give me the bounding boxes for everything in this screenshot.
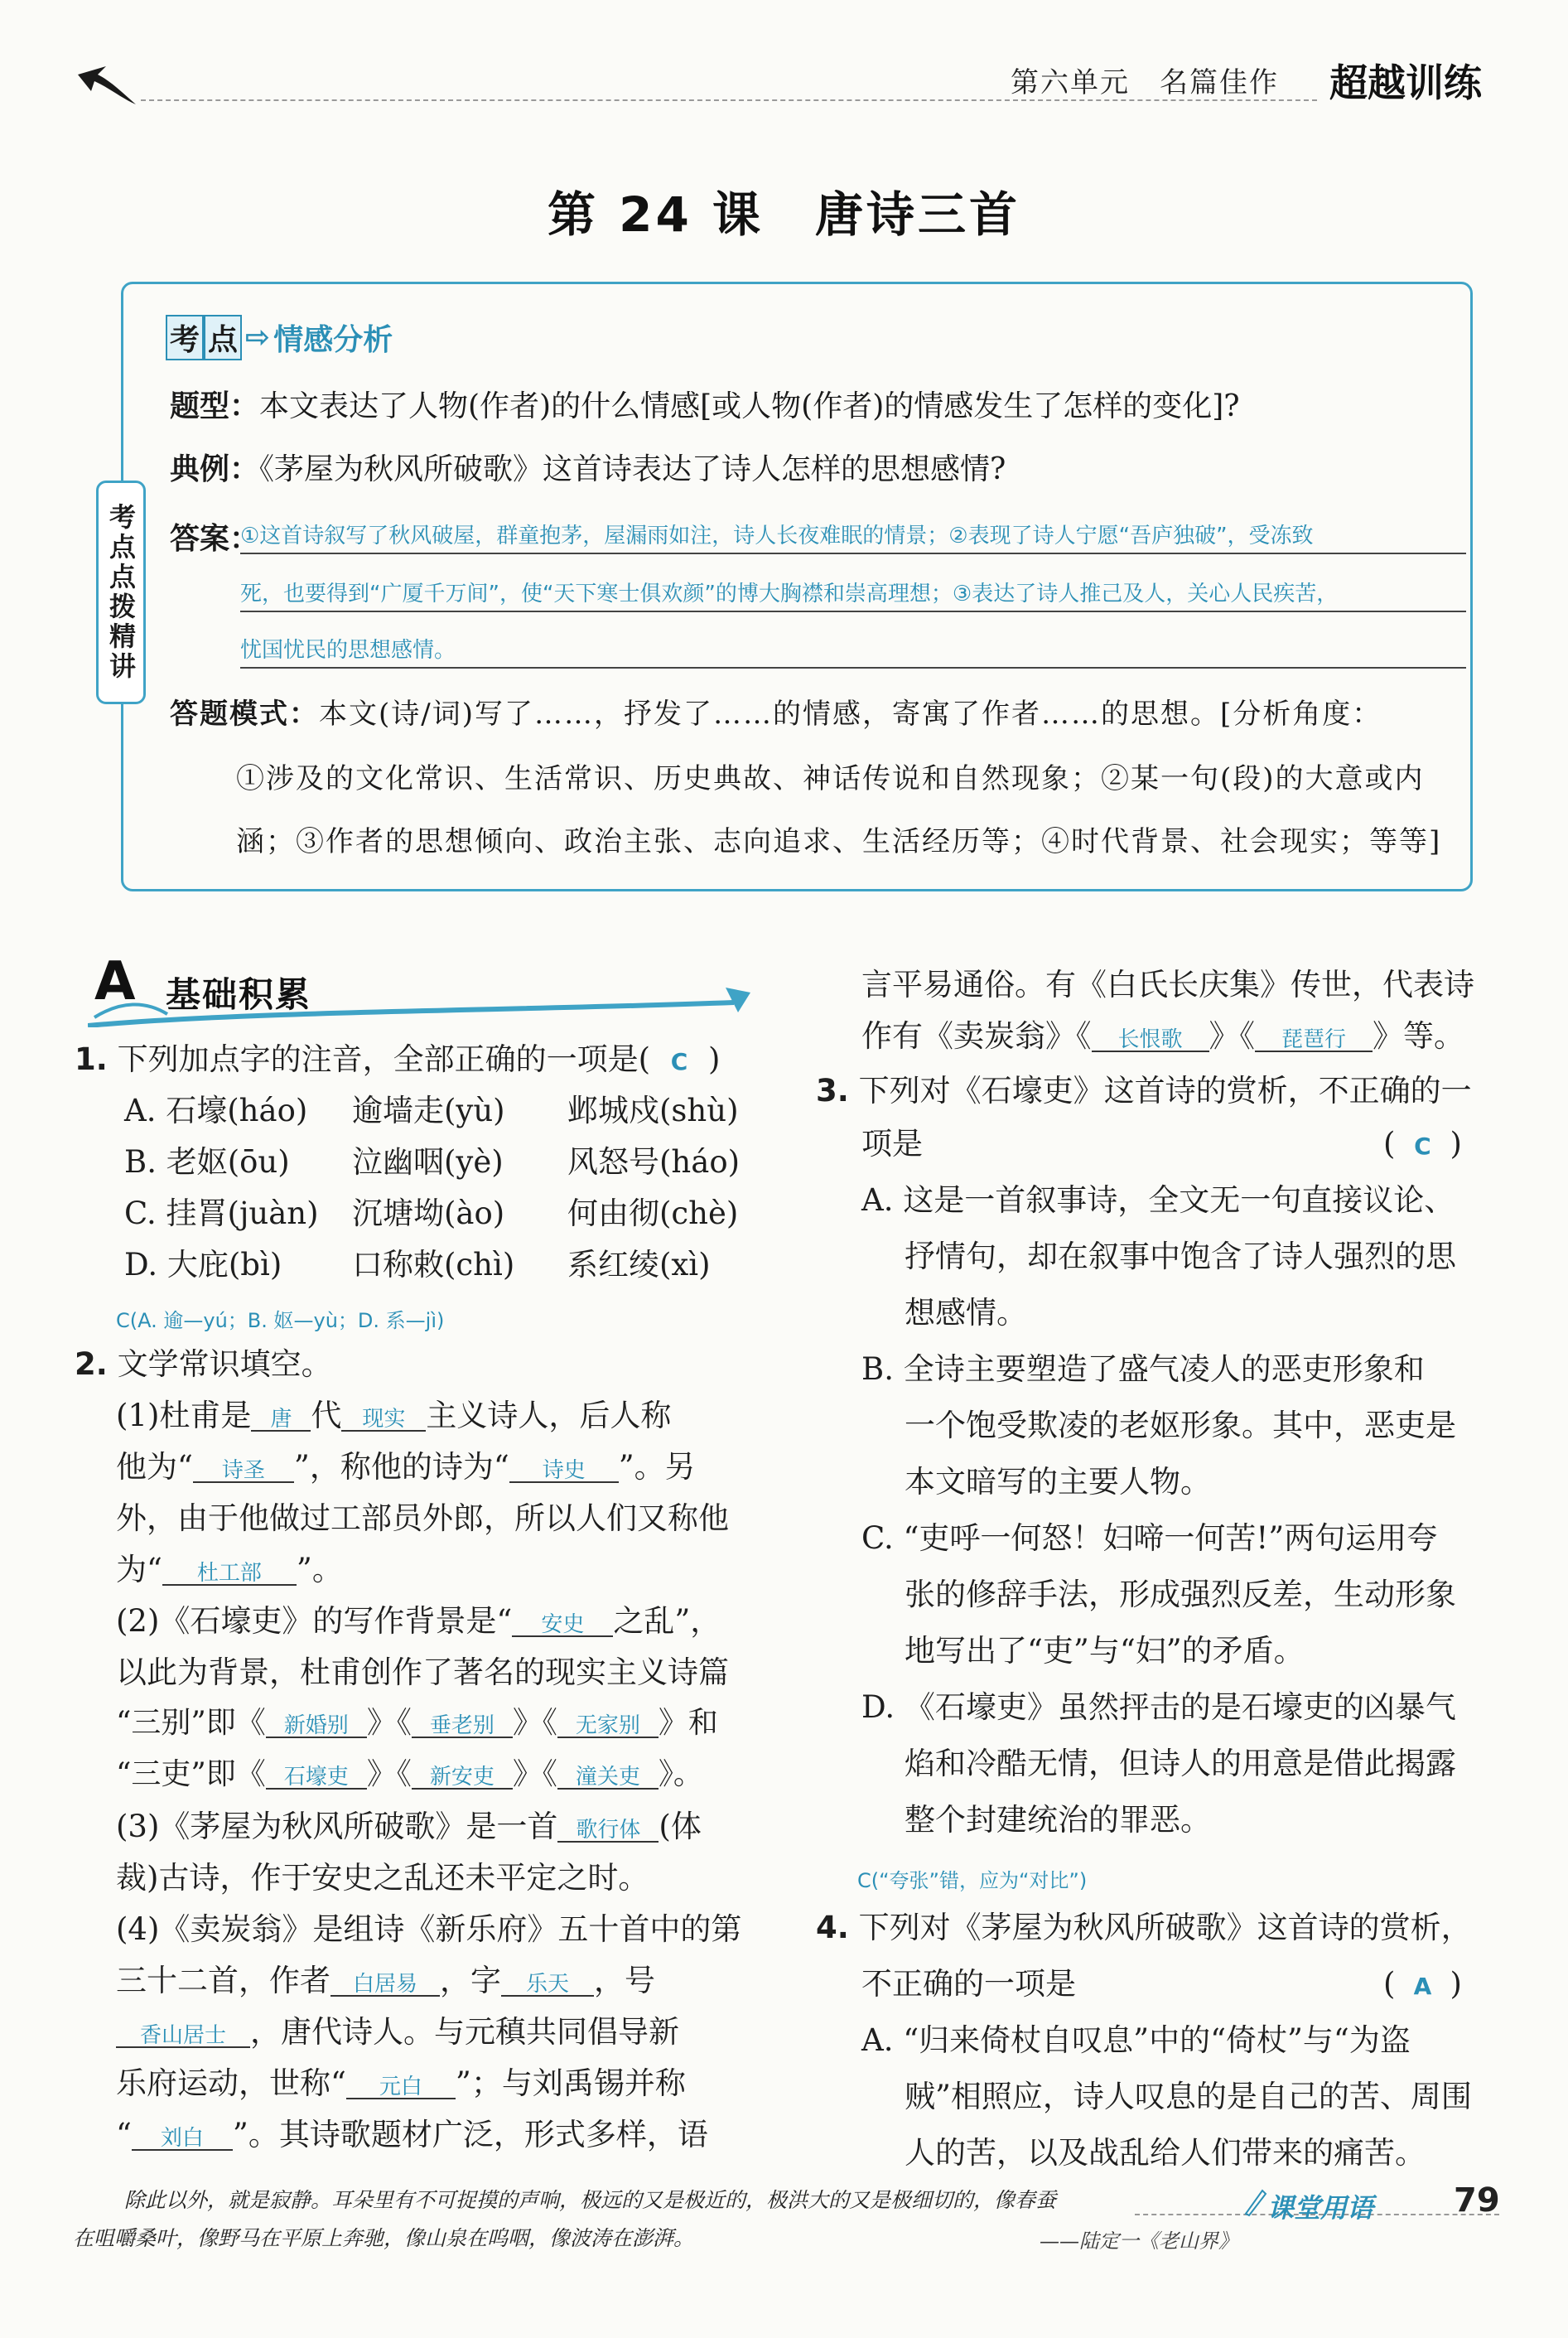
q3-d-2: 焰和冷酷无情，但诗人的用意是借此揭露 bbox=[905, 1746, 1456, 1781]
fill-shihao: 石壕吏 bbox=[266, 1766, 367, 1790]
q2-line-7: “三别”即《 新婚别 》《 垂老别 》《 无家别 》和 bbox=[116, 1706, 718, 1740]
q2-line-1: (1)杜甫是 唐 代 现实 主义诗人，后人称 bbox=[116, 1398, 672, 1433]
q3-note: C(“夸张”错，应为“对比”) bbox=[857, 1869, 1088, 1892]
fill-xiangshan: 香山居士 bbox=[116, 2025, 250, 2048]
example-text: 《茅屋为秋风所破歌》这首诗表达了诗人怎样的思想感情? bbox=[259, 452, 1006, 486]
mode-line-1: 答题模式：本文(诗/词)写了……，抒发了……的情感，寄寓了作者……的思想。[分析角度： bbox=[170, 698, 1382, 731]
lesson-title: 第 24 课 唐诗三首 bbox=[547, 186, 1021, 243]
q2-line-13: 香山居士 ，唐代诗人。与元稹共同倡导新 bbox=[116, 2017, 679, 2048]
q1-answer: C bbox=[670, 1048, 688, 1075]
example-line bbox=[170, 446, 1006, 488]
footer-quote-2: 在咀嚼桑叶，像野马在平原上奔驰，像山泉在呜咽，像波涛在澎湃。 bbox=[73, 2226, 695, 2250]
q2-stem: 2. 文学常识填空。 bbox=[75, 1346, 332, 1382]
q4-a-2: 贼”相照应，诗人叹息的是自己的苦、周围 bbox=[905, 2079, 1472, 2114]
key-point-tag bbox=[166, 315, 393, 360]
q3-c-3: 地写出了“吏”与“妇”的矛盾。 bbox=[905, 1633, 1305, 1669]
q1-option-a1: A. 石壕(háo) bbox=[124, 1093, 308, 1128]
q3-a-1: A. 这是一首叙事诗，全文无一句直接议论、 bbox=[861, 1182, 1455, 1218]
fill-letian: 乐天 bbox=[501, 1973, 594, 1997]
q2-line-4: 为“ 杜工部 ”。 bbox=[116, 1552, 343, 1587]
q1-option-c3: 何由彻(chè) bbox=[567, 1196, 739, 1231]
tag-topic: 情感分析 bbox=[273, 323, 393, 357]
q2-line-9: (3)《茅屋为秋风所破歌》是一首 歌行体 (体 bbox=[116, 1809, 702, 1844]
question-type-line bbox=[170, 383, 1240, 425]
q1-option-b3: 风怒号(háo) bbox=[567, 1144, 741, 1180]
q4-stem-2: 不正确的一项是 bbox=[861, 1966, 1076, 2002]
side-tab-label: 考点点拨精讲 bbox=[105, 503, 137, 682]
q2-line-15: “ 刘白 ”。其诗歌题材广泛，形式多样，语 bbox=[116, 2117, 708, 2152]
q3-paren: ( C ) bbox=[1383, 1126, 1462, 1162]
fill-yuanbai: 元白 bbox=[346, 2076, 456, 2099]
q2-line-8: “三吏”即《 石壕吏 》《 新安吏 》《 潼关吏 》。 bbox=[116, 1757, 703, 1791]
q3-a-3: 想感情。 bbox=[905, 1295, 1027, 1331]
q1-option-b1: B. 老妪(ōu) bbox=[124, 1144, 290, 1180]
q1-option-d2: 口称敕(chì) bbox=[352, 1247, 515, 1283]
q3-c-2: 张的修辞手法，形成强烈反差，生动形象 bbox=[905, 1577, 1456, 1612]
q2-line-16: 言平易通俗。有《白氏长庆集》传世，代表诗 bbox=[861, 967, 1474, 1002]
q4-stem-1: 4. 下列对《茅屋为秋风所破歌》这首诗的赏析， bbox=[816, 1910, 1472, 1945]
q1-option-b2: 泣幽咽(yè) bbox=[352, 1144, 504, 1180]
answer-line-1: ①这首诗叙写了秋风破屋，群童抱茅，屋漏雨如注，诗人长夜难眠的情景；②表现了诗人宁愿“吾庐独破”，受冻致 bbox=[240, 519, 1466, 554]
fill-xinhun: 新婚别 bbox=[266, 1715, 367, 1738]
section-letter: A bbox=[94, 951, 136, 1012]
fill-bai: 白居易 bbox=[330, 1973, 440, 1997]
fill-pipa: 琵琶行 bbox=[1255, 1029, 1373, 1052]
q3-b-3: 本文暗写的主要人物。 bbox=[905, 1464, 1211, 1500]
back-arrow-icon[interactable] bbox=[73, 63, 139, 113]
fill-tang: 唐 bbox=[251, 1408, 311, 1432]
q3-b-1: B. 全诗主要塑造了盛气凌人的恶吏形象和 bbox=[861, 1351, 1425, 1387]
q1-note: C(A. 逾—yú；B. 妪—yù；D. 系—jì) bbox=[116, 1309, 445, 1332]
q3-answer: C bbox=[1414, 1133, 1431, 1160]
q3-a-2: 抒情句，却在叙事中饱含了诗人强烈的思 bbox=[905, 1239, 1456, 1274]
side-tab bbox=[96, 481, 146, 704]
answer-label: 答案： bbox=[170, 522, 260, 556]
question-type-text: 本文表达了人物(作者)的什么情感[或人物(作者)的情感发生了怎样的变化]? bbox=[259, 389, 1240, 423]
q2-line-3: 外，由于他做过工部员外郎，所以人们又称他 bbox=[116, 1500, 729, 1536]
q1-option-c2: 沉塘坳(ào) bbox=[352, 1196, 505, 1231]
q3-d-3: 整个封建统治的罪恶。 bbox=[905, 1802, 1211, 1838]
page-number: 79 bbox=[1454, 2181, 1500, 2220]
fill-liubai: 刘白 bbox=[132, 2128, 233, 2151]
answer-line-2: 死，也要得到“广厦千万间”，使“天下寒士俱欢颜”的博大胸襟和崇高理想；③表达了诗人推己及人，关心人民疾苦， bbox=[240, 577, 1466, 612]
q3-c-1: C. “吏呼一何怒！妇啼一何苦!”两句运用夸 bbox=[861, 1520, 1438, 1556]
fill-shisheng: 诗圣 bbox=[193, 1460, 294, 1483]
q2-line-14: 乐府运动，世称“ 元白 ”；与刘禹锡并称 bbox=[116, 2065, 686, 2101]
q2-line-10: 裁)古诗，作于安史之乱还未平定之时。 bbox=[116, 1860, 649, 1896]
answer-line-3: 忧国忧民的思想感情。 bbox=[240, 633, 1466, 669]
pen-icon bbox=[1242, 2187, 1267, 2217]
footer-label: 课堂用语 bbox=[1267, 2192, 1374, 2224]
q3-d-1: D. 《石壕吏》虽然抨击的是石壕吏的凶暴气 bbox=[861, 1689, 1456, 1725]
q2-line-17: 作有《卖炭翁》《 长恨歌 》《 琵琶行 》等。 bbox=[861, 1018, 1464, 1054]
q2-line-2: 他为“ 诗圣 ”，称他的诗为“ 诗史 ”。另 bbox=[116, 1449, 696, 1485]
fill-wujia: 无家别 bbox=[557, 1715, 659, 1738]
q3-b-2: 一个饱受欺凌的老妪形象。其中，恶吏是 bbox=[905, 1408, 1456, 1443]
q1-option-d1: D. 大庇(bì) bbox=[124, 1247, 282, 1283]
q2-line-6: 以此为背景，杜甫创作了著名的现实主义诗篇 bbox=[116, 1654, 729, 1690]
question-type-label: 题型： bbox=[170, 389, 260, 423]
q3-stem-1: 3. 下列对《石壕吏》这首诗的赏析，不正确的一 bbox=[816, 1073, 1472, 1109]
q4-answer: A bbox=[1413, 1973, 1432, 2000]
fill-shishi: 诗史 bbox=[509, 1460, 619, 1483]
q4-paren: ( A ) bbox=[1383, 1966, 1462, 2002]
section-title: 基础积累 bbox=[166, 974, 312, 1015]
q2-line-11: (4)《卖炭翁》是组诗《新乐府》五十首中的第 bbox=[116, 1911, 742, 1947]
q2-line-12: 三十二首，作者 白居易 ，字 乐天 ，号 bbox=[116, 1963, 655, 1998]
example-label: 典例： bbox=[170, 452, 260, 486]
fill-xianshi: 现实 bbox=[341, 1408, 426, 1432]
fill-gexing: 歌行体 bbox=[557, 1819, 659, 1843]
q1-number: 1. bbox=[75, 1041, 108, 1077]
q4-a-3: 人的苦，以及战乱给人们带来的痛苦。 bbox=[905, 2135, 1426, 2171]
footer-source: ——陆定一《老山界》 bbox=[1040, 2229, 1238, 2253]
mode-label: 答题模式： bbox=[170, 698, 319, 731]
footer-quote-1: 除此以外，就是寂静。耳朵里有不可捉摸的声响，极远的又是极近的，极洪大的又是极细切的，像春蚕 bbox=[124, 2188, 1057, 2212]
q1-option-a2: 逾墙走(yù) bbox=[352, 1093, 505, 1128]
fill-changhen: 长恨歌 bbox=[1092, 1029, 1209, 1052]
tag-arrow: ⇨ bbox=[245, 321, 271, 355]
mode-line-3: 涵；③作者的思想倾向、政治主张、志向追求、生活经历等；④时代背景、社会现实；等等] bbox=[236, 825, 1442, 858]
fill-chuilao: 垂老别 bbox=[412, 1715, 513, 1738]
q3-stem-2: 项是 bbox=[861, 1126, 923, 1162]
fill-xinan: 新安吏 bbox=[412, 1766, 513, 1790]
q1-option-a3: 邺城戍(shù) bbox=[567, 1093, 739, 1128]
fill-anshi: 安史 bbox=[512, 1614, 613, 1637]
q1-option-c1: C. 挂罥(juàn) bbox=[124, 1196, 319, 1231]
q4-a-1: A. “归来倚杖自叹息”中的“倚杖”与“为盗 bbox=[861, 2022, 1411, 2058]
tag-b: 点 bbox=[204, 315, 242, 360]
header-series: 超越训练 bbox=[1329, 60, 1482, 105]
q1-stem: 1. 下列加点字的注音，全部正确的一项是( C ) bbox=[75, 1041, 721, 1077]
header-unit: 第六单元 名篇佳作 bbox=[1011, 66, 1279, 99]
q1-option-d3: 系红绫(xì) bbox=[567, 1247, 711, 1283]
mode-line-2: ①涉及的文化常识、生活常识、历史典故、神话传说和自然现象；②某一句(段)的大意或内 bbox=[236, 762, 1425, 795]
q2-line-5: (2)《石壕吏》的写作背景是“ 安史 之乱”， bbox=[116, 1603, 721, 1639]
fill-dugongbu: 杜工部 bbox=[162, 1563, 297, 1586]
fill-tongguan: 潼关吏 bbox=[557, 1766, 659, 1790]
tag-a: 考 bbox=[166, 315, 204, 360]
